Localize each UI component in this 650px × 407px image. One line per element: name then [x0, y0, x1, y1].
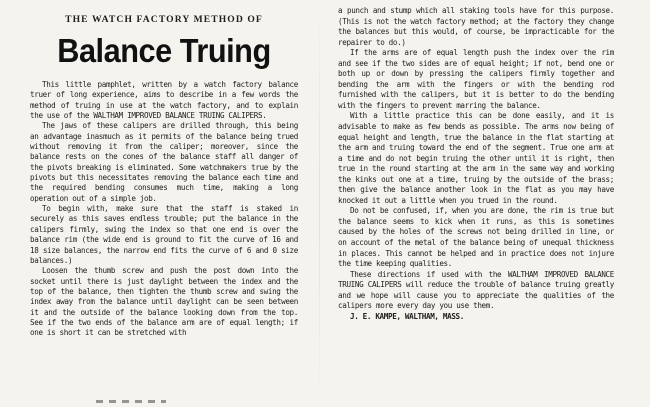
paragraph: This little pamphlet, written by a watch factory balance truer of long experience, aims to describe in a few words the method of truing in use at the watch factory, and to explain the use of the WALTHAM IMPROVED BALANCE TRUING CALIPERS.	[30, 80, 298, 121]
title-kicker: THE WATCH FACTORY METHOD OF	[65, 14, 263, 25]
paragraph: To begin with, make sure that the staff is staked in securely as this saves endless trouble; put the balance in the calipers firmly, swing the index so that one end is over the balance rim (the wide end is ground to fit the curve of 16 and 18 size balances, the narrow end fits the curve of 6 and 0 size balances.)	[30, 204, 298, 265]
right-column	[338, 6, 614, 322]
paragraph: The jaws of these calipers are drilled through, this being an advantage inasmuch as it permits of the balance being trued without removing it from the caliper; moreover, since the balance rests on the cones of the balance staff all danger of the pivots breaking is eliminated. Some watchmakers true by the pivots but this necessitates removing the balance each time and the required bending consumes much time, making a long operation out of a simple job.	[30, 121, 298, 203]
paragraph: With a little practice this can be done easily, and it is advisable to make as few bends as possible. The arms now being of equal height and length, true the balance in the flat starting at the arm and truing toward the end of the segment. True one arm at a time and do not begin truing the other until it is right, then true in the round starting at the arm in the same way and working the kinks out one at a time, truing by the outside of the brass; then give the balance another look in the flat as you may have knocked it out a little when you trued in the round.	[338, 111, 614, 205]
paragraph: Loosen the thumb screw and push the post down into the socket until there is just daylight between the index and the top of the balance, then tighten the thumb screw and swing the index away from the balance until daylight can be seen between it and the outside of the balance looking down from the top. See if the two ends of the balance arm are of equal length; if one is short it can be stretched with	[30, 266, 298, 338]
scan-artifact	[96, 400, 166, 403]
paragraph: These directions if used with the WALTHAM IMPROVED BALANCE TRUING CALIPERS will reduce the trouble of balance truing greatly and we hope will cause you to appreciate the qualities of the calipers more every day you use them.	[338, 269, 614, 311]
left-column	[30, 6, 298, 339]
paragraph: a punch and stump which all staking tools have for this purpose. (This is not the watch factory method; at the factory they change the balances but this would, of course, be impracticable for the repairer to do.)	[338, 6, 614, 47]
paragraph: If the arms are of equal length push the index over the rim and see if the two sides are of equal height; if not, bend one or both up or down by pressing the calipers firmly together and bending the arm with the fingers or with the bending rod furnished with the calipers, but it is better to do the bending with the fingers to prevent marring the balance.	[338, 48, 614, 110]
page-title: Balance Truing	[57, 32, 271, 69]
signature: J. E. KAMPE, WALTHAM, MASS.	[350, 311, 464, 321]
column-divider	[319, 0, 320, 407]
paragraph: Do not be confused, if, when you are done, the rim is true but the balance seems to kick when it runs, as this is sometimes caused by the holes of the screws not being drilled in line, or on account of the metal of the balance being of unequal thickness in places. This cannot be helped and in practice does not injure the time keeping qualities.	[338, 206, 614, 269]
